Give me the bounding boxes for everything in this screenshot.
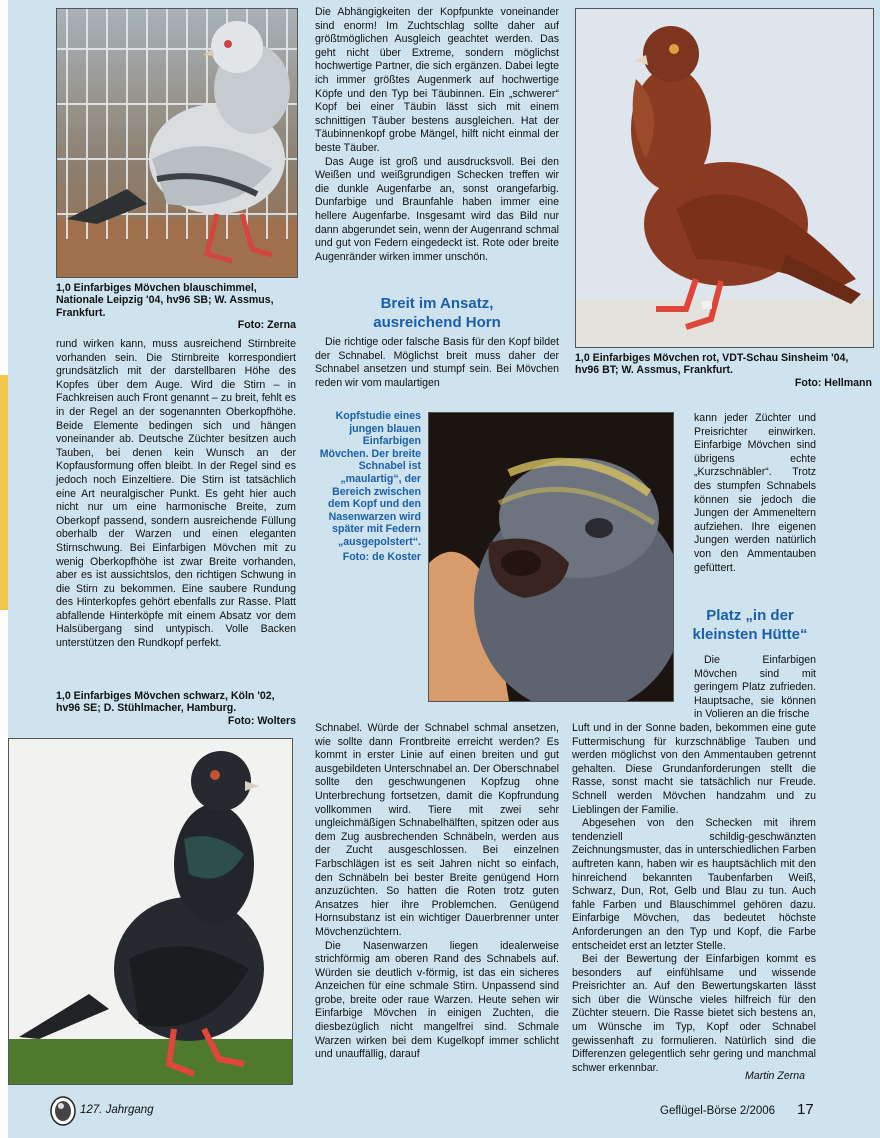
paragraph: Das Auge ist groß und ausdrucksvoll. Bei den Weißen und weißgrundigen Schecken treffen wir die dunkle Augenfarbe an, sonst orangefarbig. Dunfarbige und Braunfahle haben immer eine hellere Augenfarbe. Insgesamt wird das Bild nur dann abgerundet sein, wenn der Augenrand schmal und gut von Federn eingedeckt ist. Rote oder breite Augenränder wirken immer unschön. [315, 155, 559, 263]
paragraph: rund wirken kann, muss ausreichend Stirnbreite vorhanden sein. Die Stirnbreite korrespondiert grundsätzlich mit der darstellbaren Höhe des Kopfes über dem Auge. Wird die Stirn – in Fachkreisen auch Front genannt – zu breit, fehlt es in der Regel an der sogenannten Oberkopfhöhe. Beide Elemente bedingen sich und hängen voneinander ab. Deutsche Züchter besitzen auch Tauben, bei denen kein Wunsch an der Kopfausformung offen bleibt. In der Regel sind es jedoch noch Einzeltiere. Die Stirn ist tatsächlich eine Art neuralgischer Punkt. Es geht hier auch nicht nur um eine harmonische Breite, zum Oberkopf passend, sondern ausreichende Füllung oberhalb der Warzen und einen eleganten Stirnschwung. Bei Einfarbigen Mövchen mit zu wenig Oberkopfhöhe ist zwar Breite vorhanden, aber es ist aussichtslos, den richtigen Schwung in die Stirn zu bekommen. Eine saubere Rundung des Hinterkopfes gehört ebenfalls zur Rasse. Platt abfallende Hinterköpfe mit einem Absatz vor dem Halsübergang sind untypisch. Volle Backen unterstützen den Rundkopf perfekt. [56, 338, 296, 650]
column-3-body-bottom [572, 722, 816, 1075]
paragraph: kann jeder Züchter und Preisrichter einwirken. Einfarbige Mövchen sind übrigens echte „Kurzschnäbler“. Trotz des stumpfen Schnabels können sie jedoch die Jungen der Ammeneltern aufziehen. Ihre eigenen Jungen werden natürlich von den Ammentauben gefüttert. [694, 412, 816, 574]
photo-credit: Foto: Hellmann [794, 376, 872, 389]
photo-credit: Foto: Wolters [227, 714, 296, 727]
photo-caption-head-study [318, 410, 421, 563]
heading-line: Breit im Ansatz, [380, 295, 494, 312]
photo-credit: Foto: de Koster [342, 550, 421, 563]
paragraph: Schnabel. Würde der Schnabel schmal ansetzen, wie sollte dann Frontbreite erreicht werden? Es kommt in erster Linie auf einen breiten und gut ausgebildeten Unterschnabel an. Der Oberschnabel sollte den geschwungenen Kopfzug ohne Unterbrechung fortsetzen, damit die Kopfrundung vollkommen wird. Tiere mit zwei sehr ungleichmäßigen Schnabelhälften, spitzen oder aus dem Zug ausbrechenden Schnäbeln, werden aus der Zucht ausgeschlossen. Bei einzelnen Farbschlägen ist es seit Jahren nicht so einfach, den Schnäbeln bei bester Breite genügend Horn anzuzüchten. So hatten die Roten trotz guten Ansatzes hier ihre Problemchen. Genügend Hornsubstanz ist ein wichtiger Dauerbrenner unter Mövchenzüchtern. [315, 722, 559, 938]
caption-text: 1,0 Einfarbiges Mövchen blauschimmel, Nationale Leipzig '04, hv96 SB; W. Assmus, Frankfurt. [56, 282, 274, 319]
caption-text: 1,0 Einfarbiges Mövchen schwarz, Köln '02, hv96 SE; D. Stühlmacher, Hamburg. [56, 690, 275, 715]
heading-line: Platz „in der [706, 607, 794, 624]
photo-black-pigeon [8, 738, 293, 1085]
column-2-body-bottom [315, 722, 559, 1062]
photo-red-pigeon [575, 8, 874, 348]
section-heading-space [680, 606, 820, 644]
paragraph: Die richtige oder falsche Basis für den Kopf bildet der Schnabel. Möglichst breit muss daher der Schnabel ansetzen und stumpf sein. Bei Mövchen reden wir vom maulartigen [315, 336, 559, 389]
heading-line: ausreichend Horn [373, 314, 501, 331]
footer-logo [50, 1096, 76, 1126]
paragraph: Die Nasenwarzen liegen idealerweise strichförmig am oberen Rand des Schnabels auf. Würden sie deutlich v-förmig, ist das ein sicheres Anzeichen für eine schmale Stirn. Unpassend sind grobe, breite oder raue Warzen. Heute sehen wir Einfarbige Mövchen in einigen Zuchten, die diesbezüglich nicht mangelfrei sind. Schmale Warzen wirken bei dem Kugelkopf immer schlicht und unauffällig, darauf [315, 939, 559, 1061]
column-2-body-mid [315, 336, 559, 390]
photo-blue-grizzle-pigeon [56, 8, 298, 278]
footer-magazine: Geflügel-Börse 2/2006 [660, 1105, 776, 1117]
photo-caption-blue-grizzle [56, 282, 296, 332]
column-3-narrow-body [694, 412, 816, 575]
footer-volume: 127. Jahrgang [80, 1104, 154, 1116]
heading-line: kleinsten Hütte“ [692, 626, 808, 643]
paragraph: Die Abhängigkeiten der Kopfpunkte voneinander sind enorm! Im Zuchtschlag sollte daher auf größtmöglichen Ausgleich geachtet werden. Das geht nicht über Extreme, sondern möglichst hochwertige Partner, die sich ergänzen. Dabei legte ich immer größtes Augenmerk auf hochwertige Köpfe und den Typ bei Täubinnen. Ein „schwerer“ Kopf bei einer Täubin lässt sich mit einem schnittigen Täuber bestens ausgleichen. Hat der Täubinnenkopf grobe Mängel, hilft nicht einmal der beste Täuber. [315, 6, 559, 154]
photo-credit: Foto: Zerna [237, 319, 296, 332]
page-edge-marker [0, 375, 8, 610]
paragraph: Abgesehen von den Schecken mit ihrem tendenziell schildig-geschwänzten Zeichnungsmuster, das in unterschiedlichen Farben auftreten kann, haben wir es hauptsächlich mit den hinreichend bekannten Taubenfarben Weiß, Schwarz, Dun, Rot, Gelb und Blau zu tun. Auch fahle Farben und Blauschimmel gehören dazu. Einfarbige Mövchen, das bedeutet höchste Anforderungen an den Typ und Kopf, die Farbe entscheidet erst an letzter Stelle. [572, 817, 816, 952]
column-3-after-heading [694, 654, 816, 722]
paragraph: Die Einfarbigen Mövchen sind mit geringem Platz zufrieden. Hauptsache, sie können in Volieren an die frische [694, 654, 816, 721]
column-2-body-top [315, 6, 559, 264]
footer-page-number: 17 [797, 1101, 814, 1118]
paragraph: Bei der Bewertung der Einfarbigen kommt es besonders auf einfühlsame und wissende Preisrichter an. Auf den Bewertungskarten lässt sich über die Wünsche vieles hilfreich für den Züchter steuern. Die Rasse bietet sich bestens an, um Wünsche im Typ, Kopf oder Schnabel gewissenhaft zu formulieren. Natürlich sind die Differenzen gelegentlich sehr gering und manchmal schwer erkennbar. [572, 953, 816, 1074]
caption-text: 1,0 Einfarbiges Mövchen rot, VDT-Schau Sinsheim '04, hv96 BT; W. Assmus, Frankfurt. [575, 352, 849, 377]
paragraph: Luft und in der Sonne baden, bekommen eine gute Futtermischung für kurzschnäblige Tauben und werden möglichst von den Ammentauben getrennt gehalten. Diese Grundanforderungen stellt die Rasse, sonst macht sie tatsächlich nur Freude. Schnell werden Mövchen handzahm und zu Lieblingen der Familie. [572, 722, 816, 816]
photo-caption-black-pigeon [56, 690, 296, 727]
caption-text: Kopfstudie eines jungen blauen Einfarbigen Mövchen. Der breite Schnabel ist „maulartig“, der Bereich zwischen dem Kopf und den Nasenwarzen wird später mit Federn „ausgepolstert“. [319, 410, 421, 548]
section-heading-beak [315, 294, 559, 332]
photo-caption-red-pigeon [575, 352, 872, 389]
column-1-body [56, 338, 296, 651]
photo-young-pigeon-head [428, 412, 674, 702]
author-signature: Martin Zerna [745, 1070, 806, 1082]
